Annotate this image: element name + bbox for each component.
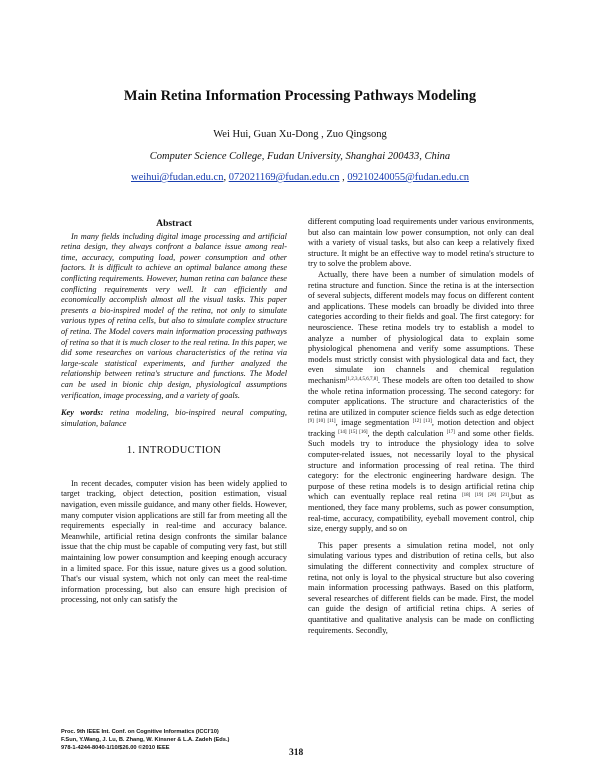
email-separator: ,	[339, 172, 348, 183]
email-link-2[interactable]: 072021169@fudan.edu.cn	[228, 172, 340, 183]
citation: [1,2,3,4,5,6,7,8]	[345, 376, 378, 382]
keywords-label: Key words:	[61, 408, 104, 418]
page-number: 318	[289, 748, 304, 758]
citation: [17]	[446, 429, 455, 435]
body-paragraph: Actually, there have been a number of simulation models of retina structure and function. Since the retina is at the intersection of several subjects, different models may focus on different content and applications. These models can broadly be divided into three categories according to their fields and goal. The first category: for neuroscience. These retina models try to establish a model to analyze a number of physiological data to explain some physiological phenomena and verify some assumptions. These models must strictly consist with physiological data and fact, they even simulate ion channels and chemical regulation mechanism[1,2,3,4,5,6,7,8]. These models are often too detailed to show the whole retina information processing. The second category: for computer applications. The structure and characteristics of the retina are utilized in computer science fields such as edge detection [9] [10] [11], image segmentation [12] [13], motion detection and object tracking [14] [15] [16], the depth calculation [17] and some other fields. Such models try to introduce the physiology idea to solve computer-related issues, not necessarily loyal to the physical structure and information processing of real retina. The third category: for the electronic engineering hardware design. The purpose of these retina models is to design artificial retina chip which can eventually replace real retina [18] [19] [20] [21],but as mentioned, they face many problems, such as power consumption, real-time, accuracy, compatibility, eyeball movement control, chip size, energy supply, and so on	[308, 269, 534, 534]
body-paragraph: This paper presents a simulation retina model, not only simulating various types and distribution of retina cells, but also simulating the different connectivity and complex structure of retina, not only is loyal to the physical structure but also covering main information processing pathways. Based on this platform, several researches of different fields can be made. First, the model can guide the design of artificial retina chips. A series of quantitative and qualitative analysis can be made on conflicting requirements. Secondly,	[308, 540, 534, 635]
abstract-heading: Abstract	[156, 218, 192, 229]
email-link-1[interactable]: weihui@fudan.edu.cn	[130, 172, 224, 183]
email-separator: ,	[223, 172, 229, 183]
citation: [12] [13]	[412, 419, 432, 425]
right-column	[308, 217, 534, 636]
paper-title: Main Retina Information Processing Pathways Modeling	[123, 88, 477, 104]
keywords	[61, 408, 287, 429]
citation: [14] [15] [16]	[338, 429, 368, 435]
email-link-3[interactable]: 09210240055@fudan.edu.cn	[347, 172, 470, 183]
footer-line: 978-1-4244-8040-1/10/$26.00 ©2010 IEEE	[61, 745, 170, 751]
citation: [18] [19] [20] [21]	[461, 493, 510, 499]
conference-footer	[61, 728, 229, 752]
citation: [9] [10] [11]	[308, 419, 336, 425]
body-paragraph: different computing load requirements under various environments, but also can maintain low power consumption, not only can deal with a variety of visual tasks, but also can keep a relatively fixed structure. It might be an effective way to model retina's structure to try to solve the problem above.	[308, 217, 534, 269]
intro-paragraph: In recent decades, computer vision has been widely applied to target tracking, object detection, position estimation, visual navigation, even missile guidance, and many other fields. However, many computer vision applications are still far from meeting all the requirements especially in real-time and accuracy balance. Meanwhile, artificial retina design confronts the similar balance issue that the chip must be capable of computing very fast, but still maintaining low power consumption and keeping enough accuracy in a limited space. For this issue, nature gives us a good solution. That's our visual system, which not only can meet the real-time information processing, but also can ensure high precision of processing, not only can satisfy the	[61, 478, 287, 605]
abstract-body: In many fields including digital image processing and artificial retina design, they always confront a balance issue among real-time, accuracy, computing load, power consumption and other factors. It is difficult to achieve an optimal balance among these conflicting requirements. However, human retina can balance these conflicting requirements very well. It can efficiently and economically accomplish almost all the visual tasks. This paper presents a bio-inspired model of the retina, not only to simulate various types of retina cells, but also to simulate complex structure of retina. The Model covers main information processing pathways of retina so that it is much closer to the real retina. In this paper, we did some researches on various characteristics of the retina via large-scale statistical experiments, and further analyzed the relationship between retina's structure and functions. The Model can be used in bionic chip design, physiological assumptions verification, image processing, and a variety of goals.	[61, 231, 287, 400]
affiliation: Computer Science College, Fudan University, Shanghai 200433, China	[149, 151, 451, 162]
authors: Wei Hui, Guan Xu-Dong , Zuo Qingsong	[213, 129, 387, 140]
author-emails	[0, 172, 600, 183]
left-column	[61, 219, 287, 606]
footer-line: Proc. 9th IEEE Int. Conf. on Cognitive Informatics (ICCI'10)	[61, 729, 219, 735]
keywords-text: retina modeling, bio-inspired neural computing, simulation, balance	[61, 408, 287, 428]
section-heading-introduction: 1. INTRODUCTION	[126, 445, 222, 457]
footer-line: F.Sun, Y.Wang, J. Lu, B. Zhang, W. Kinsner & L.A. Zadeh (Eds.)	[61, 737, 230, 743]
